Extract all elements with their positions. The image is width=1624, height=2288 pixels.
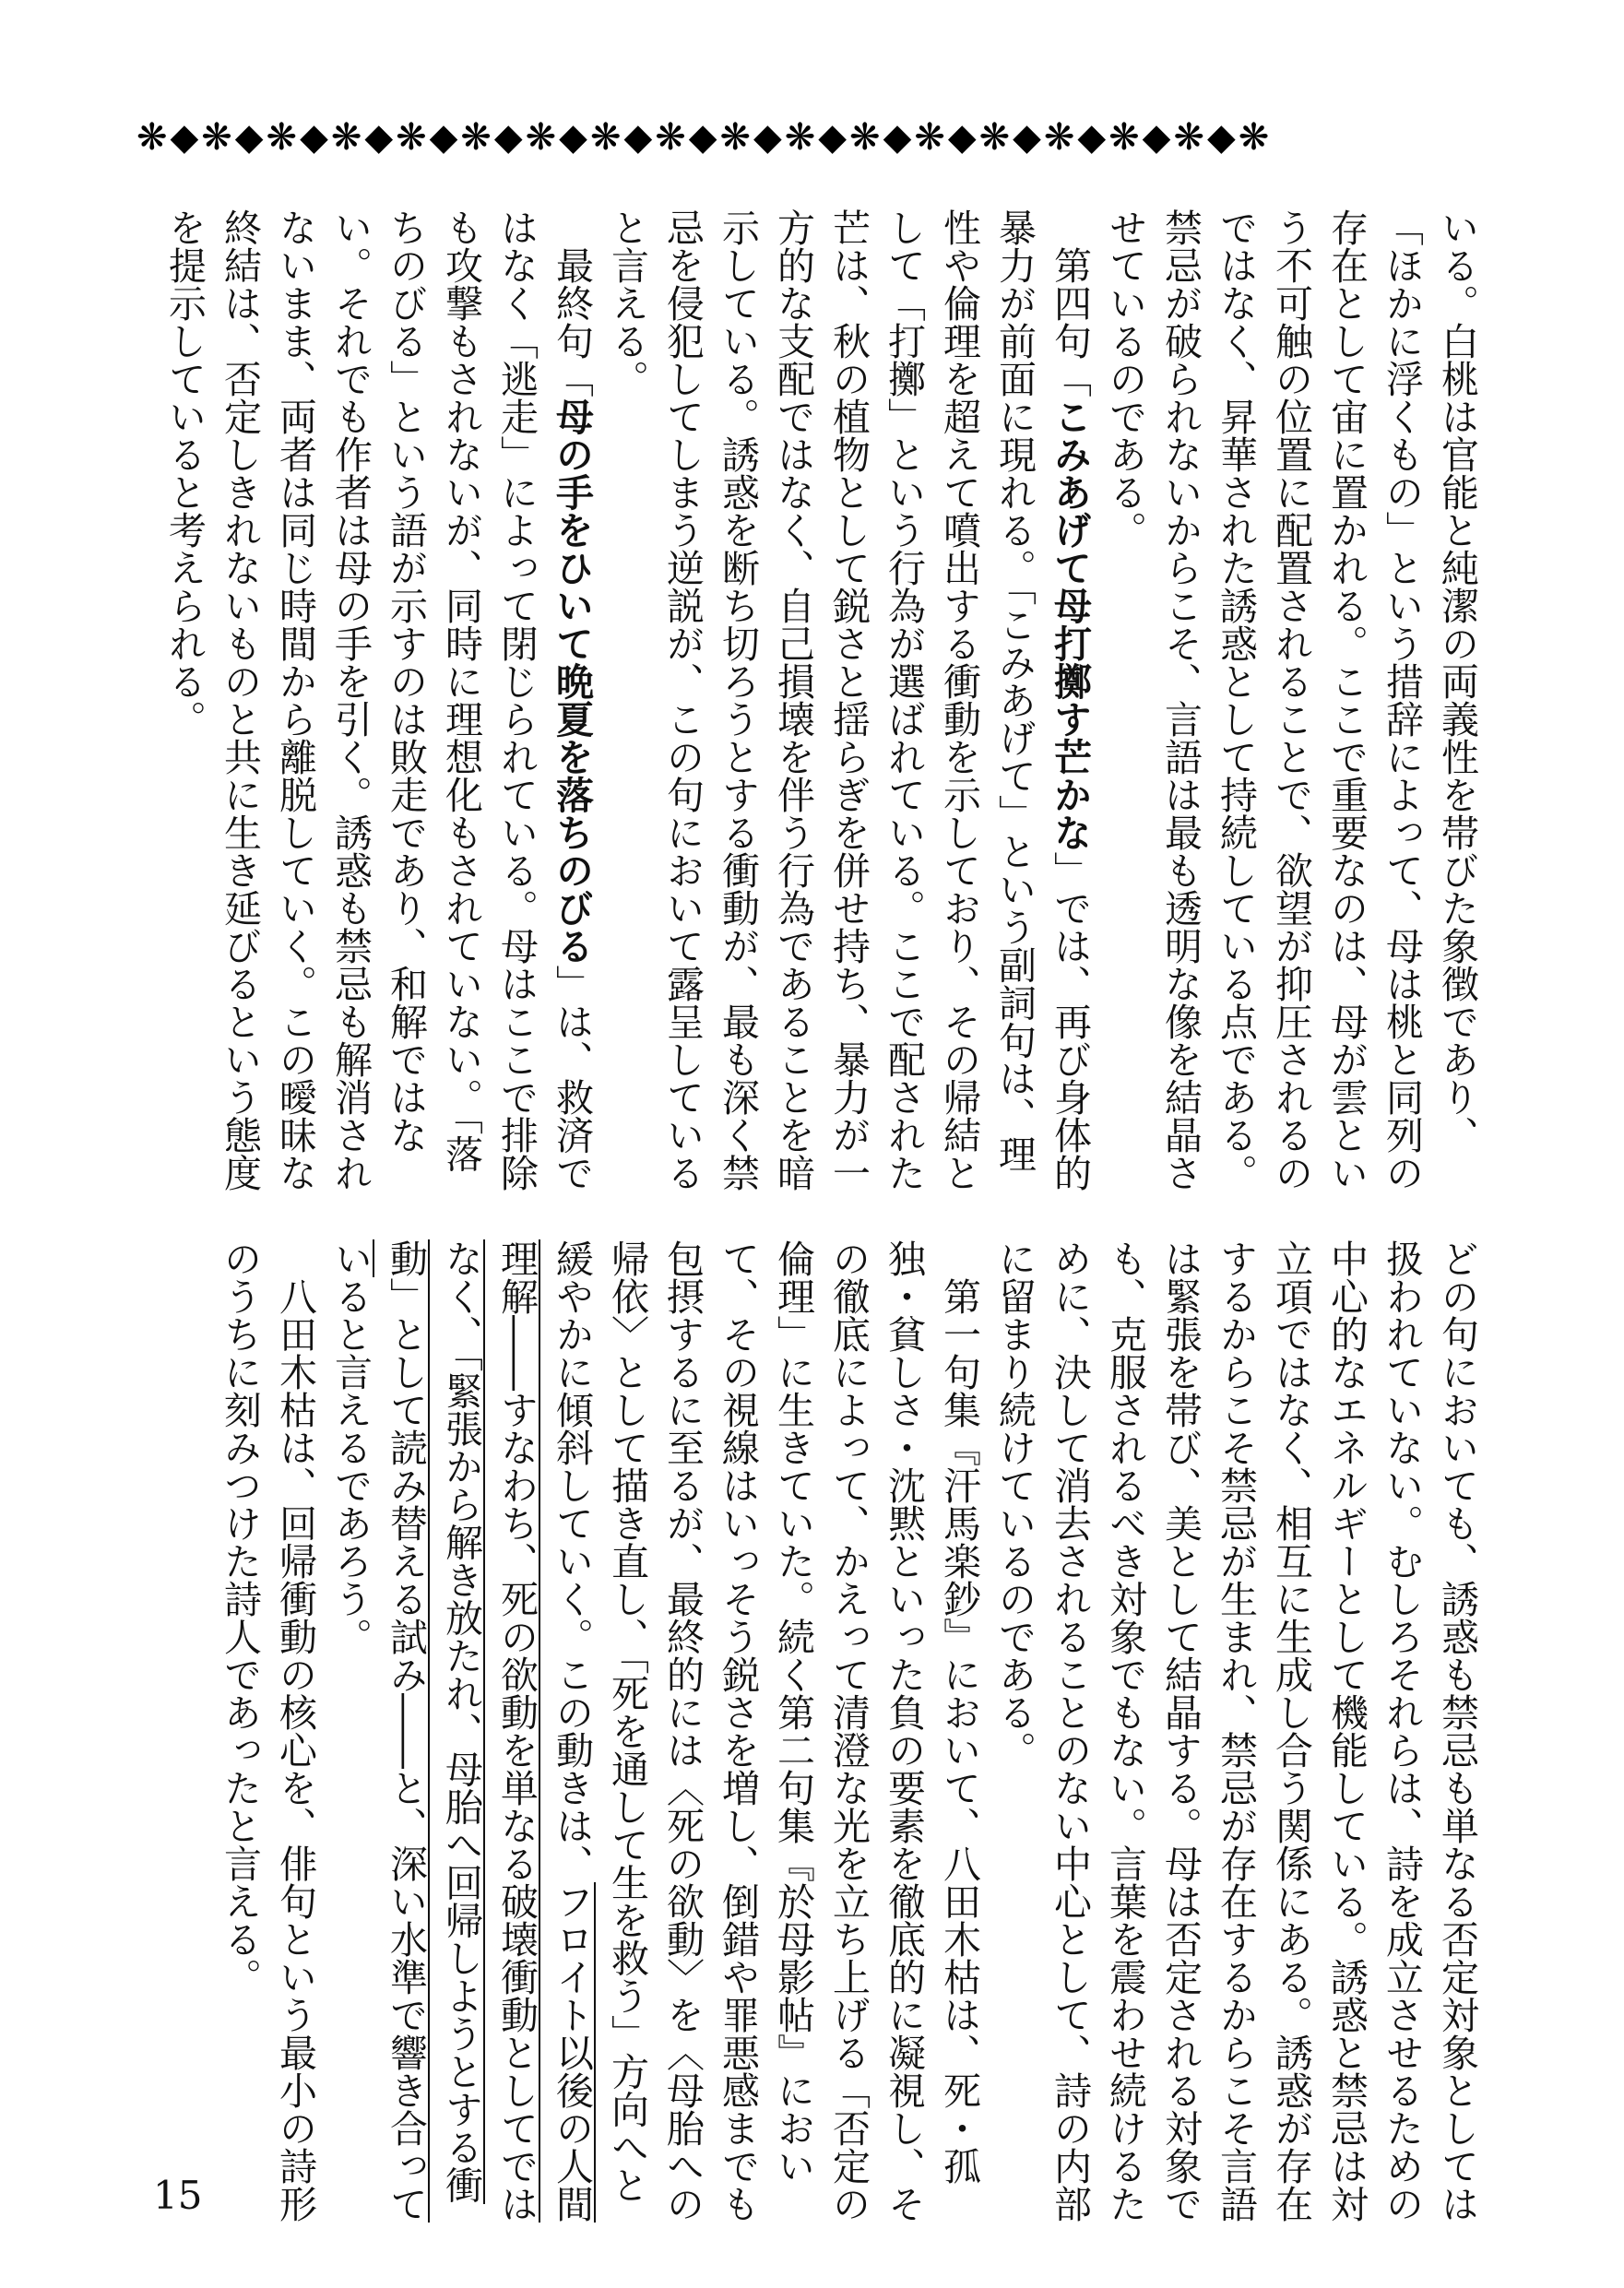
paragraph (323, 1239, 987, 2226)
upper-text-block (157, 208, 1485, 1195)
page-number: 15 (153, 2173, 203, 2218)
body-text: 」は、救済ではなく「逃走」によって閉じられている。母はここで排除も攻撃もされないが、同時に理想化もされていない。「落ちのびる」という語が示すのは敗走であり、和解ではない。それでも作者は母の手を引く。誘惑も禁忌も解消されないまま、両者は同じ時間から離脱していく。この曖昧な終結は、否定しきれないものと共に生き延びるという態度を提示していると考えられる。 (162, 208, 594, 1191)
body-text: ると言えるであろう。 (328, 1277, 373, 1655)
body-text: 第四句「 (1048, 208, 1092, 397)
haiku-bold-text: こみあげて母打擲す芒かな (1048, 397, 1092, 851)
paragraph (212, 1239, 323, 2226)
body-text: どの句においても、誘惑も禁忌も単なる否定対象としては扱われていない。むしろそれらは、詩を成立させるための中心的なエネルギーとして機能している。誘惑と禁忌は対立項ではなく、相互に生成し合う関係にある。誘惑が存在するからこそ禁忌が生まれ、禁忌が存在するからこそ言語は緊張を帯び、美として結晶する。母は否定される対象でも、克服されるべき対象でもない。言葉を震わせ続けるために、決して消去されることのない中心として、詩の内部に留まり続けているのである。 (992, 1239, 1479, 2223)
body-text: 第一句集『汗馬楽鈔』において、八田木枯は、死・孤独・貧しさ・沈黙といった負の要素を徹底的に凝視し、その徹底によって、かえって清澄な光を立ち上げる「否定の倫理」に生きていた。続く第二句集『於母影帖』において、その視線はいっそう鋭さを増し、倒錯や罪悪感までも包摂するに至るが、最終的には〈死の欲動〉を〈母胎への帰依〉として描き直し、「死を通して生を救う」方向へと緩やかに傾斜していく。この動きは、 (550, 1239, 981, 2223)
haiku-bold-text: 母の手をひいて晩夏を落ちのびる (550, 397, 594, 965)
paragraph (987, 1239, 1485, 2226)
paragraph (599, 208, 1097, 1195)
lower-text-block (212, 1239, 1485, 2226)
paragraph (157, 208, 599, 1195)
paragraph (1097, 208, 1485, 1195)
body-text: 」では、再び身体的暴力が前面に現れる。「こみあげて」という副詞句は、理性や倫理を超えて噴出する衝動を示しており、その帰結として「打擲」という行為が選ばれている。ここで配された芒は、秋の植物として鋭さと揺らぎを併せ持ち、暴力が一方的な支配ではなく、自己損壊を伴う行為であることを暗示している。誘惑を断ち切ろうとする衝動が、最も深く禁忌を侵犯してしまう逆説が、この句において露呈していると言える。 (605, 208, 1092, 1191)
body-text: いる。白桃は官能と純潔の両義性を帯びた象徴であり、「ほかに浮くもの」という措辞によって、母は桃と同列の存在として宙に置かれる。ここで重要なのは、母が雲という不可触の位置に配置されることで、欲望が抑圧されるのではなく、昇華された誘惑として持続している点である。禁忌が破られないからこそ、言語は最も透明な像を結晶させているのである。 (1103, 208, 1479, 1191)
decorative-top-border: ❋◆❋◆❋◆❋◆❋◆❋◆❋◆❋◆❋◆❋◆❋◆❋◆❋◆❋◆❋◆❋◆❋◆❋ (136, 116, 1273, 159)
sideline-emphasized-text: フロイト以後の人間理解――すなわち、死の欲動を単なる破壊衝動としてではなく、「緊張から解き放たれ、母胎へ回帰しようとする衝動」として読み替える試み――と、深い水準で響き合ってい (328, 1239, 594, 2223)
body-text: 八田木枯は、回帰衝動の核心を、俳句という最小の詩形のうちに刻みつけた詩人であったと言える。 (218, 1239, 317, 2223)
body-text: 最終句「 (550, 208, 594, 397)
